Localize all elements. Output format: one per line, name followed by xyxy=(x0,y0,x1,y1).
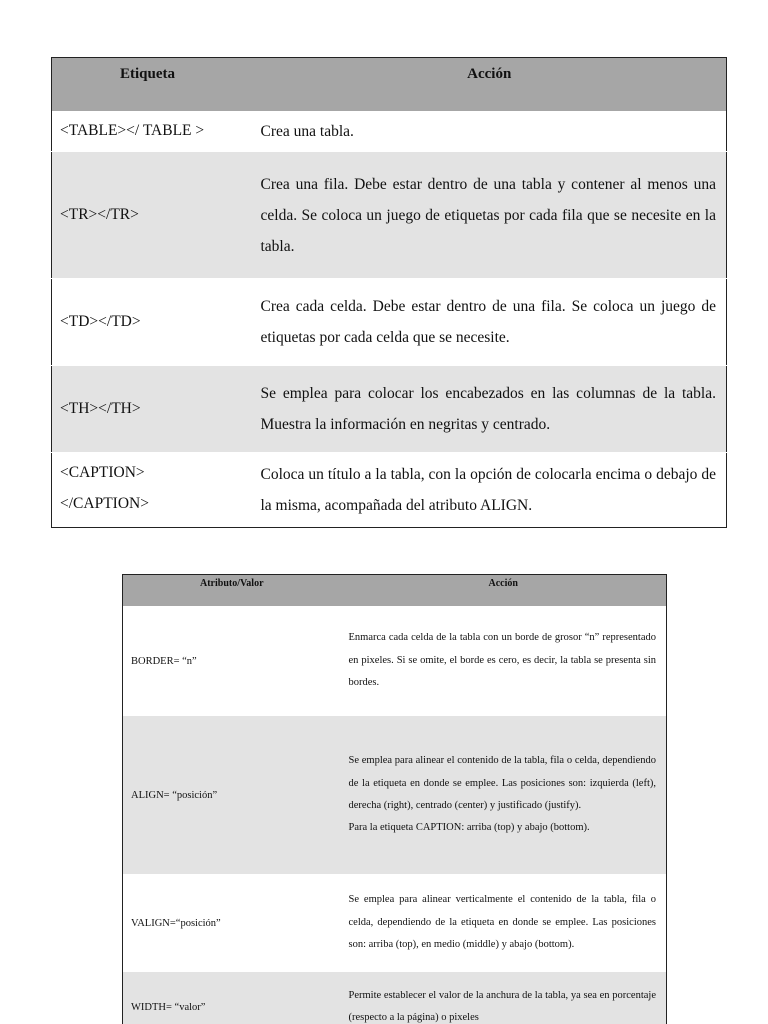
header-accion: Acción xyxy=(253,58,727,112)
table-row xyxy=(123,972,667,1024)
table-row xyxy=(123,874,667,972)
header-etiqueta: Etiqueta xyxy=(52,58,253,112)
action-cell: Crea una tabla. xyxy=(253,111,727,152)
tag-cell: <TABLE></ TABLE > xyxy=(52,111,253,152)
tag-cell: <TR></TR> xyxy=(52,152,253,279)
table-row xyxy=(123,606,667,716)
header-accion: Acción xyxy=(341,575,667,607)
table-row xyxy=(52,366,727,453)
html-tags-table xyxy=(51,57,727,528)
table-header-row xyxy=(52,58,727,112)
tag-cell xyxy=(52,453,253,528)
header-atributo: Atributo/Valor xyxy=(123,575,341,607)
table-header-row xyxy=(123,575,667,607)
action-cell xyxy=(341,716,667,874)
tag-line: </CAPTION> xyxy=(60,495,149,512)
tag-line: <CAPTION> xyxy=(60,464,145,481)
attribute-cell: WIDTH= “valor” xyxy=(123,972,341,1024)
table-row xyxy=(123,716,667,874)
table-row xyxy=(52,111,727,152)
attribute-cell: BORDER= “n” xyxy=(131,655,197,667)
tag-cell: <TH></TH> xyxy=(52,366,253,453)
action-cell: Se emplea para colocar los encabezados en las columnas de la tabla. Muestra la información en negritas y centrado. xyxy=(253,366,727,453)
table-attributes-table xyxy=(122,574,667,1024)
action-text: Para la etiqueta CAPTION: arriba (top) y abajo (bottom). xyxy=(348,822,590,834)
action-cell: Se emplea para alinear verticalmente el contenido de la tabla, fila o celda, dependiendo de la etiqueta en donde se emplee. Las posiciones son: arriba (top), en medio (middle) y abajo (bottom). xyxy=(348,894,656,951)
action-cell: Crea cada celda. Debe estar dentro de una fila. Se coloca un juego de etiquetas por cada celda que se necesite. xyxy=(253,279,727,366)
action-cell: Coloca un título a la tabla, con la opción de colocarla encima o debajo de la misma, acompañada del atributo ALIGN. xyxy=(260,466,716,514)
table-row xyxy=(52,453,727,528)
attribute-cell: VALIGN=“posición” xyxy=(131,917,221,929)
tag-cell: <TD></TD> xyxy=(52,279,253,366)
attribute-cell: ALIGN= “posición” xyxy=(123,716,341,874)
action-cell: Permite establecer el valor de la anchura de la tabla, ya sea en porcentaje (respecto a la página) o pixeles xyxy=(341,972,667,1024)
action-text: Se emplea para alinear el contenido de la tabla, fila o celda, dependiendo de la etiqueta en donde se emplee. Las posiciones son: izquierda (left), derecha (right), centrado (center) y justificado (justify). xyxy=(348,755,656,811)
action-cell: Crea una fila. Debe estar dentro de una tabla y contener al menos una celda. Se coloca un juego de etiquetas por cada fila que se necesite en la tabla. xyxy=(253,152,727,279)
table-row xyxy=(52,279,727,366)
action-cell: Enmarca cada celda de la tabla con un borde de grosor “n” representado en pixeles. Si se omite, el borde es cero, es decir, la tabla se presenta sin bordes. xyxy=(348,632,656,689)
table-row xyxy=(52,152,727,279)
